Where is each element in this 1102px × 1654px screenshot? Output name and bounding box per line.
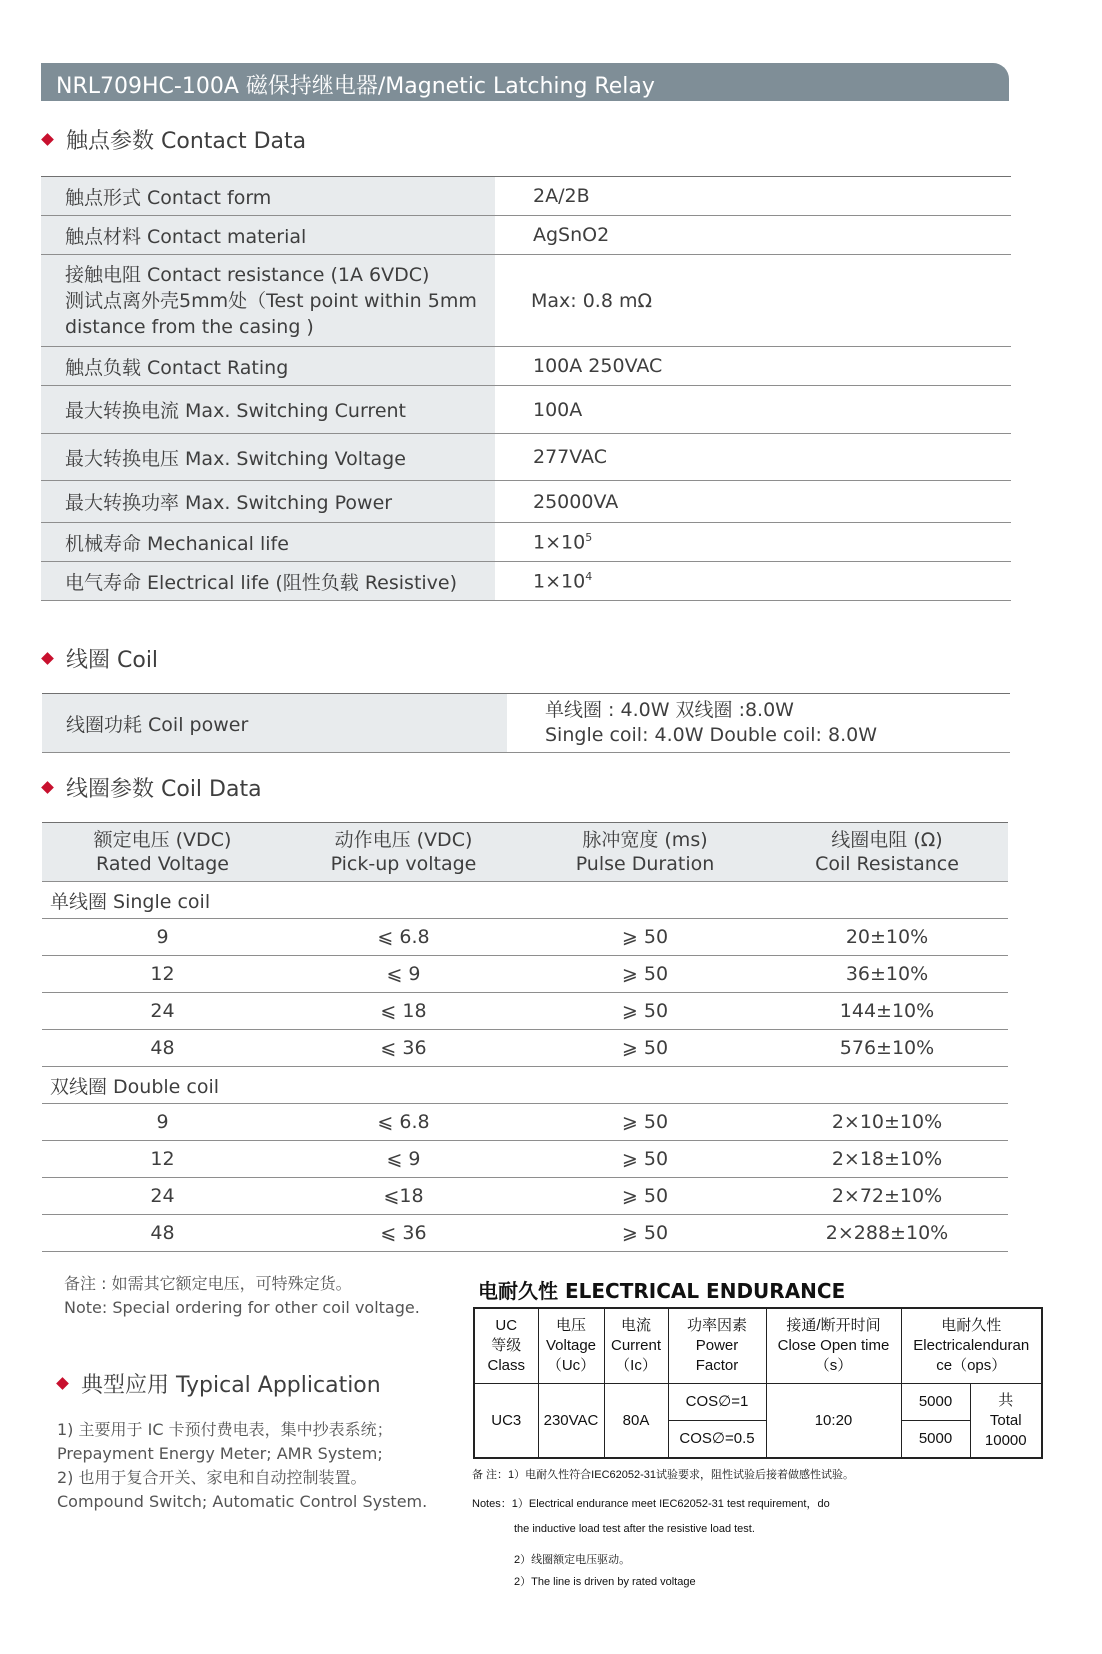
endurance-title: 电耐久性 ELECTRICAL ENDURANCE [478,1279,846,1303]
current-cell: 80A [604,1384,668,1459]
column-header: 接通/断开时间 Close Open time （s） [766,1308,901,1384]
contact-value: 100A 250VAC [495,347,1011,386]
bullet-diamond-icon [41,133,54,146]
table-row [41,386,1011,434]
header-bar [41,63,1009,101]
table-row [42,1178,1008,1215]
column-header: 线圈电阻 (Ω) Coil Resistance [766,823,1008,882]
table-header-row [474,1308,1042,1384]
endurance-note-4: 2）线圈额定电压驱动。 [514,1554,631,1566]
endurance-note-1: 备 注：1）电耐久性符合IEC62052-31试验要求，阻性试验后接着做感性试验。 [472,1469,854,1481]
page-title: NRL709HC-100A 磁保持继电器/Magnetic Latching Relay [56,74,655,99]
bullet-diamond-icon [56,1377,69,1390]
column-header: 额定电压 (VDC) Rated Voltage [42,823,283,882]
cell: 576±10% [766,1030,1008,1067]
endurance-note-5: 2）The line is driven by rated voltage [514,1576,696,1588]
remark: 备注 : 如需其它额定电压，可特殊定货。 Note: Special ordering for other coil voltage. [64,1274,420,1317]
table-row [41,523,1011,562]
cell: ⩽18 [283,1178,524,1215]
cell: ⩾ 50 [524,919,766,956]
bullet-diamond-icon [41,652,54,665]
contact-section-title: 触点参数 Contact Data [43,124,306,155]
endurance-table [473,1307,1043,1459]
contact-label: 最大转换电流 Max. Switching Current [41,386,495,434]
cell: 144±10% [766,993,1008,1030]
contact-label: 最大转换电压 Max. Switching Voltage [41,434,495,481]
cell: ⩾ 50 [524,1141,766,1178]
contact-table [41,176,1011,601]
contact-label: 触点负载 Contact Rating [41,347,495,386]
table-row [42,1141,1008,1178]
cell: 20±10% [766,919,1008,956]
cell: 24 [42,993,283,1030]
cell: 36±10% [766,956,1008,993]
column-header: 电耐久性 Electricalenduran ce（ops） [901,1308,1042,1384]
cell: 2×10±10% [766,1104,1008,1141]
cell: 48 [42,1215,283,1252]
contact-value: 100A [495,386,1011,434]
table-row [42,956,1008,993]
ops-cell: 5000 [901,1384,970,1421]
contact-value: $1\times 10^4$ [495,562,1011,601]
time-cell: 10:20 [766,1384,901,1459]
group-label: 单线圈 Single coil [42,882,1008,919]
bullet-diamond-icon [41,781,54,794]
cell: 12 [42,1141,283,1178]
endurance-note-3: the inductive load test after the resistive load test. [514,1523,755,1535]
cell: 12 [42,956,283,993]
contact-value: Max: 0.8 mΩ [495,255,1011,347]
table-row [41,255,1011,347]
column-header: 电流 Current （Ic） [604,1308,668,1384]
cell: 9 [42,1104,283,1141]
table-row [41,177,1011,216]
contact-label: 最大转换功率 Max. Switching Power [41,481,495,523]
cell: 2×288±10% [766,1215,1008,1252]
table-row [42,1215,1008,1252]
group-row [42,882,1008,919]
coil-data-section-title: 线圈参数 Coil Data [43,772,262,803]
contact-label: 电气寿命 Electrical life (阻性负载 Resistive) [41,562,495,601]
cell: ⩾ 50 [524,993,766,1030]
total-cell: 共 Total 10000 [970,1384,1042,1459]
column-header: 脉冲宽度 (ms) Pulse Duration [524,823,766,882]
coil-value: 单线圈 : 4.0W 双线圈 :8.0W Single coil: 4.0W Double coil: 8.0W [507,694,1010,753]
cell: ⩾ 50 [524,956,766,993]
endurance-note-2: Notes：1）Electrical endurance meet IEC62052-31 test requirement，do [472,1498,830,1510]
cell: ⩽ 6.8 [283,919,524,956]
coil-section-title: 线圈 Coil [43,643,158,674]
cell: 24 [42,1178,283,1215]
cell: 48 [42,1030,283,1067]
table-row [42,694,1010,753]
table-row [41,434,1011,481]
group-label: 双线圈 Double coil [42,1067,1008,1104]
column-header: 动作电压 (VDC) Pick-up voltage [283,823,524,882]
table-row [42,1104,1008,1141]
power-factor-cell: COS∅=1 [668,1384,766,1421]
voltage-cell: 230VAC [538,1384,604,1459]
column-header: 电压 Voltage （Uc） [538,1308,604,1384]
contact-label: 触点形式 Contact form [41,177,495,216]
contact-label: 机械寿命 Mechanical life [41,523,495,562]
contact-label: 触点材料 Contact material [41,216,495,255]
cell: ⩽ 9 [283,1141,524,1178]
application-list: 1) 主要用于 IC 卡预付费电表，集中抄表系统； Prepayment Energy Meter; AMR System; 2) 也用于复合开关、家电和自动控制装置。 Compound Switch; Automatic Control System. [57,1420,428,1511]
cell: ⩽ 6.8 [283,1104,524,1141]
coil-data-table [42,822,1008,1252]
contact-value: 277VAC [495,434,1011,481]
contact-value: AgSnO2 [495,216,1011,255]
table-row [474,1384,1042,1421]
contact-value: 2A/2B [495,177,1011,216]
cell: ⩽ 9 [283,956,524,993]
column-header: UC 等级 Class [474,1308,538,1384]
cell: 2×72±10% [766,1178,1008,1215]
table-row [42,1030,1008,1067]
coil-table [42,693,1010,753]
ops-cell: 5000 [901,1421,970,1459]
application-section-title: 典型应用 Typical Application [58,1368,381,1399]
cell: 2×18±10% [766,1141,1008,1178]
table-row [41,481,1011,523]
contact-value: $1\times 10^5$ [495,523,1011,562]
cell: ⩽ 18 [283,993,524,1030]
class-cell: UC3 [474,1384,538,1459]
cell: ⩽ 36 [283,1215,524,1252]
table-row [42,919,1008,956]
contact-label: 接触电阻 Contact resistance (1A 6VDC) 测试点离外壳5mm处（Test point within 5mm distance from the casing ) [41,255,495,347]
power-factor-cell: COS∅=0.5 [668,1421,766,1459]
group-row [42,1067,1008,1104]
table-header-row [42,823,1008,882]
cell: ⩽ 36 [283,1030,524,1067]
cell: ⩾ 50 [524,1104,766,1141]
table-row [41,347,1011,386]
coil-label: 线圈功耗 Coil power [42,694,507,753]
column-header: 功率因素 Power Factor [668,1308,766,1384]
table-row [42,993,1008,1030]
table-row [41,562,1011,601]
cell: ⩾ 50 [524,1030,766,1067]
table-row [41,216,1011,255]
cell: ⩾ 50 [524,1215,766,1252]
cell: ⩾ 50 [524,1178,766,1215]
cell: 9 [42,919,283,956]
contact-value: 25000VA [495,481,1011,523]
